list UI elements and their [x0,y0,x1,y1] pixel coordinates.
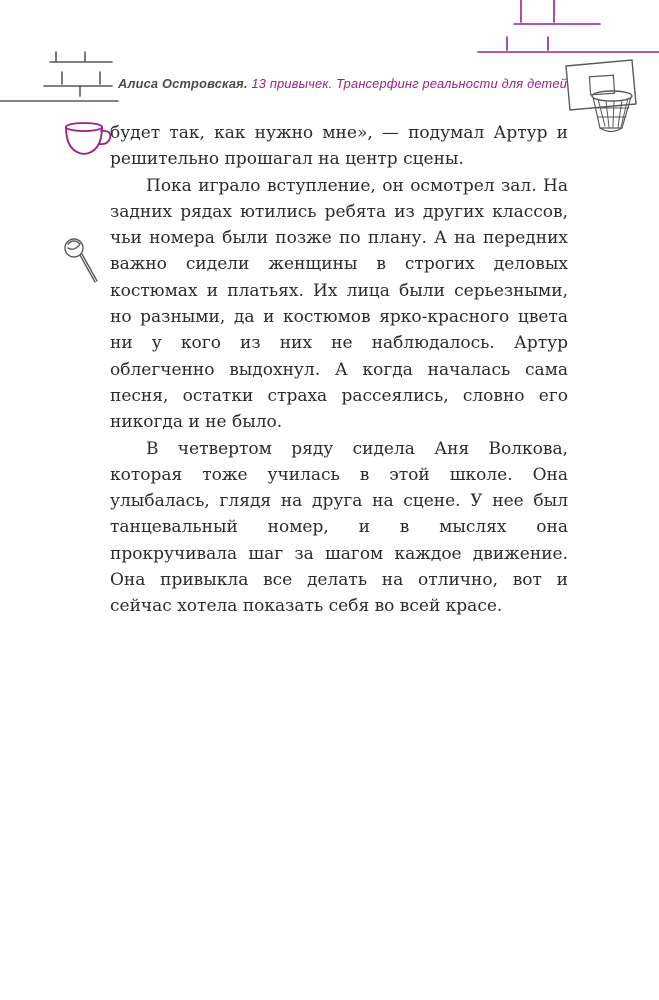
basketball-hoop-icon [478,0,659,132]
brick-wall-icon [0,52,118,101]
paragraph-2: Пока играло вступление, он осмотрел зал. На задних рядах ютились ребята из других классов, чьи номера были позже по плану. А на передних важно сидели женщины в строгих деловых костюмах и платьях. Их лица были серьезными, но разными, да и костюмов ярко-красного цвета ни у кого из них не наблюдалось. Артур облегченно выдохнул. А когда началась сама песня, остатки страха рассеялись, словно его никогда и не было. [110,175,568,433]
body-text [110,120,568,620]
running-header [118,76,568,91]
paragraph-3: В четвертом ряду сидела Аня Волкова, которая тоже училась в этой школе. Она улыбалась, глядя на друга на сцене. У нее был танцевальный номер, и в мыслях она прокручивала шаг за шагом каждое движение. Она привыкла все делать на отлично, вот и сейчас хотела показать себя во всей красе. [110,438,568,617]
header-author: Алиса Островская. [118,76,248,91]
paragraph-1: будет так, как нужно мне», — подумал Артур и решительно прошагал на центр сцены. [110,123,568,170]
header-book-title: 13 привычек. Трансерфинг реальности для детей [251,76,568,91]
teacup-icon [66,123,110,154]
lollipop-icon [65,239,97,282]
